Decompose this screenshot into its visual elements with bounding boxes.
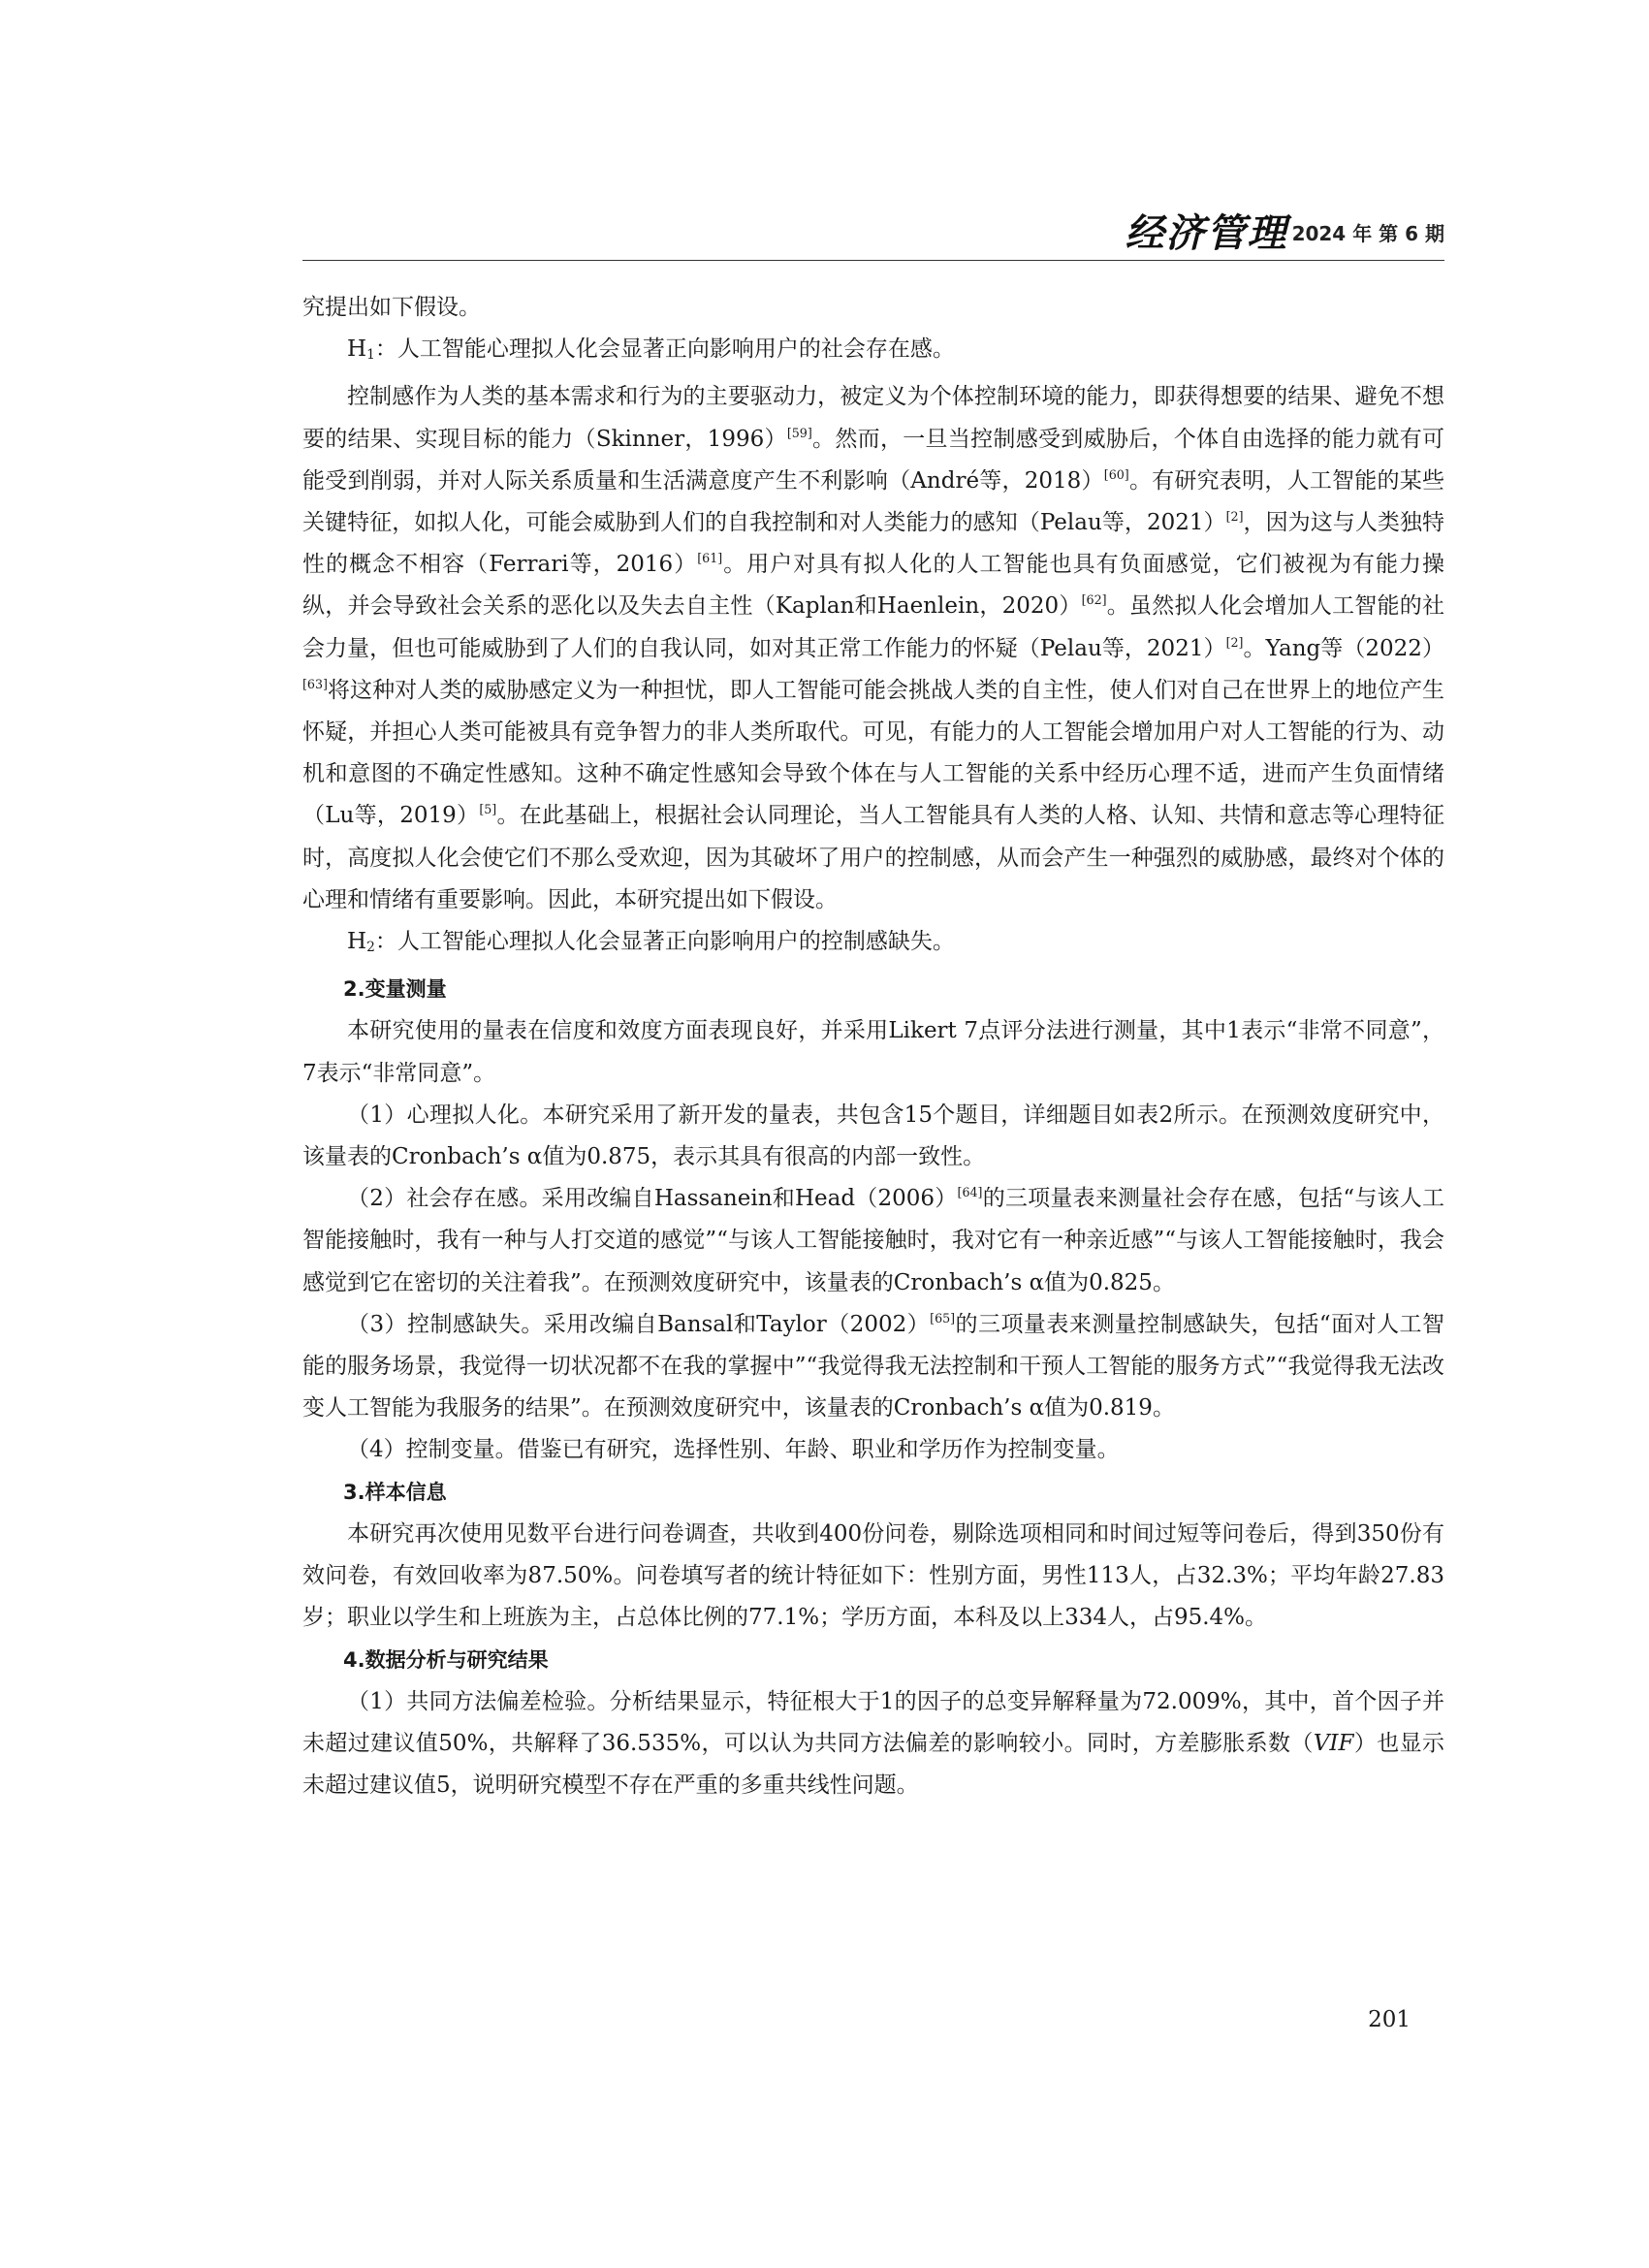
header-rule — [302, 260, 1444, 261]
section-heading: 2.变量测量 — [343, 977, 447, 1002]
body-paragraph: $H_2$：人工智能心理拟人化会显著正向影响用户的控制感缺失。 — [347, 929, 955, 956]
running-header — [302, 206, 1444, 256]
section-heading: 4.数据分析与研究结果 — [343, 1647, 549, 1672]
body-paragraph: 控制感作为人类的基本需求和行为的主要驱动力，被定义为个体控制环境的能力，即获得想要的结果、避免不想要的结果、实现目标的能力（Skinner，1996）[59]。然而，一旦当控制感受到威胁后，个体自由选择的能力就有可能受到削弱，并对人际关系质量和生活满意度产生不利影响（André等，2018）[60]。有研究表明，人工智能的某些关键特征，如拟人化，可能会威胁到人们的自我控制和对人类能力的感知（Pelau等，2021）[2]，因为这与人类独特性的概念不相容（Ferrari等，2016）[61]。用户对具有拟人化的人工智能也具有负面感觉，它们被视为有能力操纵，并会导致社会关系的恶化以及失去自主性（Kaplan和Haenlein，2020）[62]。虽然拟人化会增加人工智能的社会力量，但也可能威胁到了人们的自我认同，如对其正常工作能力的怀疑（Pelau等，2021）[2]。Yang等（2022）[63]将这种对人类的威胁感定义为一种担忧，即人工智能可能会挑战人类的自主性，使人们对自己在世界上的地位产生怀疑，并担心人类可能被具有竞争智力的非人类所取代。可见，有能力的人工智能会增加用户对人工智能的行为、动机和意图的不确定性感知。这种不确定性感知会导致个体在与人工智能的关系中经历心理不适，进而产生负面情绪（Lu等，2019）[5]。在此基础上，根据社会认同理论，当人工智能具有人类的人格、认知、共情和意志等心理特征时，高度拟人化会使它们不那么受欢迎，因为其破坏了用户的控制感，从而会产生一种强烈的威胁感，最终对个体的心理和情绪有重要影响。因此，本研究提出如下假设。 — [302, 384, 1445, 912]
body-paragraph: （2）社会存在感。采用改编自Hassanein和Head（2006）[64]的三项量表来测量社会存在感，包括“与该人工智能接触时，我有一种与人打交道的感觉”“与该人工智能接触时，我对它有一种亲近感”“与该人工智能接触时，我会感觉到它在密切的关注着我”。在预测效度研究中，该量表的Cronbach’s α值为0.825。 — [302, 1185, 1445, 1295]
issue-label: 2024 年 第 6 期 — [1291, 222, 1444, 245]
body-paragraph: （1）心理拟人化。本研究采用了新开发的量表，共包含15个题目，详细题目如表2所示。在预测效度研究中，该量表的Cronbach’s α值为0.875，表示其具有很高的内部一致性。 — [302, 1102, 1444, 1170]
body-paragraph: （3）控制感缺失。采用改编自Bansal和Taylor（2002）[65]的三项量表来测量控制感缺失，包括“面对人工智能的服务场景，我觉得一切状况都不在我的掌握中”“我觉得我无法控制和干预人工智能的服务方式”“我觉得我无法改变人工智能为我服务的结果”。在预测效度研究中，该量表的Cronbach’s α值为0.819。 — [302, 1310, 1444, 1421]
article-body — [302, 287, 1444, 1806]
body-paragraph: 究提出如下假设。 — [302, 295, 481, 320]
journal-title: 经济管理 — [1125, 210, 1288, 256]
body-paragraph: 本研究使用的量表在信度和效度方面表现良好，并采用Likert 7点评分法进行测量，其中1表示“非常不同意”，7表示“非常同意”。 — [302, 1018, 1444, 1086]
body-paragraph: （1）共同方法偏差检验。分析结果显示，特征根大于1的因子的总变异解释量为72.009%，其中，首个因子并未超过建议值50%，共解释了36.535%，可以认为共同方法偏差的影响较小。同时，方差膨胀系数（VIF）也显示未超过建议值5，说明研究模型不存在严重的多重共线性问题。 — [302, 1688, 1445, 1799]
section-heading: 3.样本信息 — [343, 1480, 447, 1504]
body-paragraph: （4）控制变量。借鉴已有研究，选择性别、年龄、职业和学历作为控制变量。 — [347, 1437, 1120, 1463]
page-number: 201 — [1368, 2007, 1411, 2032]
body-paragraph: $H_1$：人工智能心理拟人化会显著正向影响用户的社会存在感。 — [347, 336, 955, 364]
body-paragraph: 本研究再次使用见数平台进行问卷调查，共收到400份问卷，剔除选项相同和时间过短等问卷后，得到350份有效问卷，有效回收率为87.50%。问卷填写者的统计特征如下：性别方面，男性113人，占32.3%；平均年龄27.83岁；职业以学生和上班族为主，占总体比例的77.1%；学历方面，本科及以上334人，占95.4%。 — [302, 1520, 1444, 1631]
